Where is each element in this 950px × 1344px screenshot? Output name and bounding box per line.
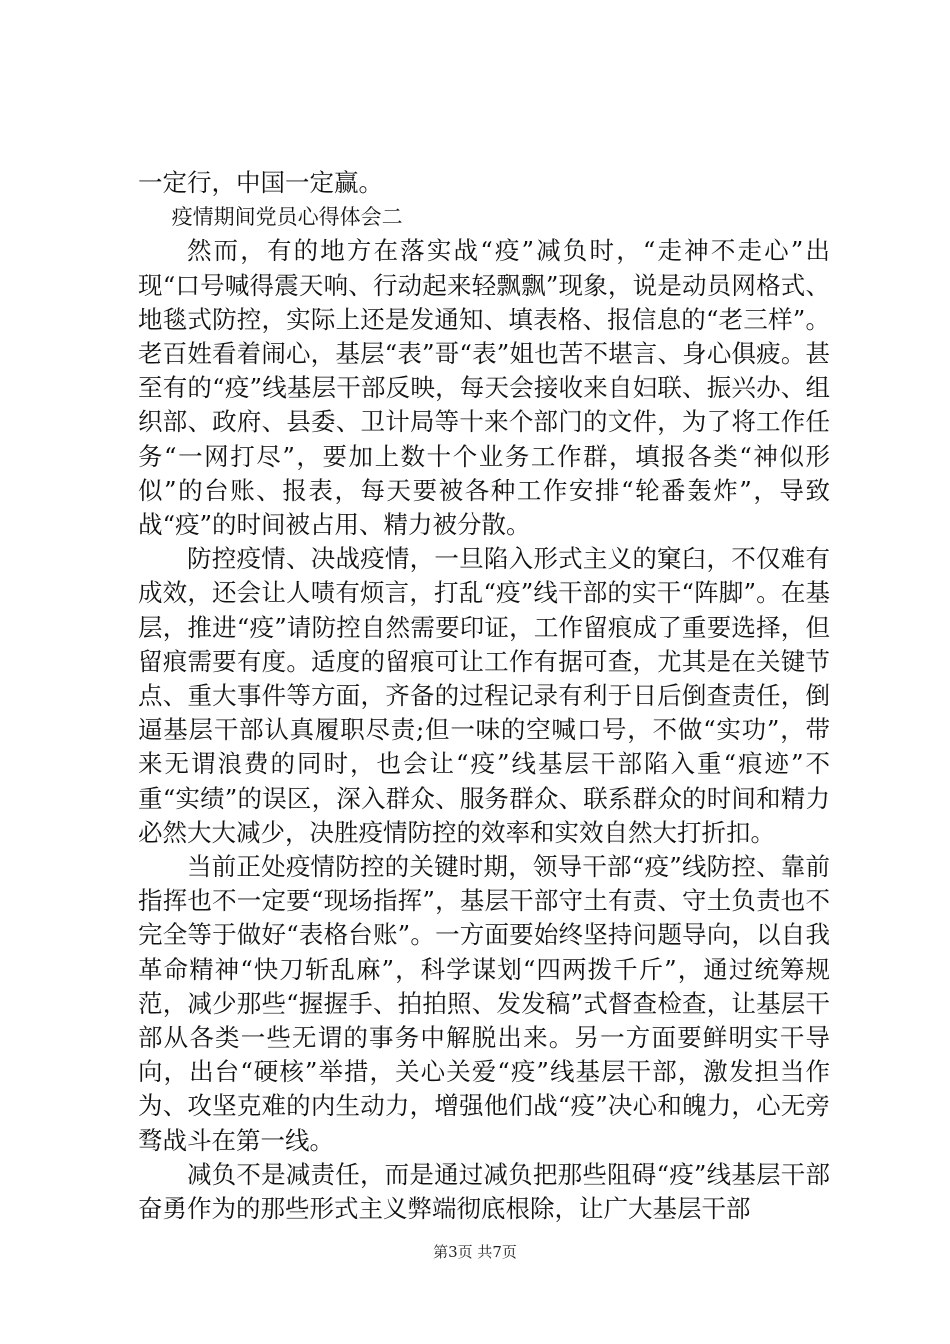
document-body [138, 166, 830, 1226]
section-heading: 疫情期间党员心得体会二 [171, 205, 403, 230]
paragraph: 减负不是减责任，而是通过减负把那些阻碍“疫”线基层干部奋勇作为的那些形式主义弊端彻底根除，让广大基层干部 [138, 1159, 830, 1224]
lead-line: 一定行，中国一定赢。 [138, 168, 383, 197]
paragraph: 当前正处疫情防控的关键时期，领导干部“疫”线防控、靠前指挥也不一定要“现场指挥”，基层干部守土有责、守土负责也不完全等于做好“表格台账”。一方面要始终坚持问题导向，以自我革命精神“快刀斩乱麻”，科学谋划“四两拨千斤”，通过统筹规范，减少那些“握握手、拍拍照、发发稿”式督查检查，让基层干部从各类一些无谓的事务中解脱出来。另一方面要鲜明实干导向，出台“硬核”举措，关心关爱“疫”线基层干部，激发担当作为、攻坚克难的内生动力，增强他们战“疫”决心和魄力，心无旁骛战斗在第一线。 [138, 852, 830, 1155]
paragraph: 然而，有的地方在落实战“疫”减负时，“走神不走心”出现“口号喊得震天响、行动起来轻飘飘”现象，说是动员网格式、地毯式防控，实际上还是发通知、填表格、报信息的“老三样”。老百姓看着闹心，基层“表”哥“表”姐也苦不堪言、身心俱疲。甚至有的“疫”线基层干部反映，每天会接收来自妇联、振兴办、组织部、政府、县委、卫计局等十来个部门的文件，为了将工作任务“一网打尽”，要加上数十个业务工作群，填报各类“神似形似”的台账、报表，每天要被各种工作安排“轮番轰炸”，导致战“疫”的时间被占用、精力被分散。 [138, 236, 830, 540]
page-number-footer: 第3页 共7页 [433, 1243, 517, 1261]
paragraph: 防控疫情、决战疫情，一旦陷入形式主义的窠臼，不仅难有成效，还会让人啧有烦言，打乱“疫”线干部的实干“阵脚”。在基层，推进“疫”请防控自然需要印证，工作留痕成了重要选择，但留痕需要有度。适度的留痕可让工作有据可查，尤其是在关键节点、重大事件等方面，齐备的过程记录有利于日后倒查责任，倒逼基层干部认真履职尽责;但一味的空喊口号，不做“实功”，带来无谓浪费的同时，也会让“疫”线基层干部陷入重“痕迹”不重“实绩”的误区，深入群众、服务群众、联系群众的时间和精力必然大大减少，决胜疫情防控的效率和实效自然大打折扣。 [138, 544, 830, 847]
